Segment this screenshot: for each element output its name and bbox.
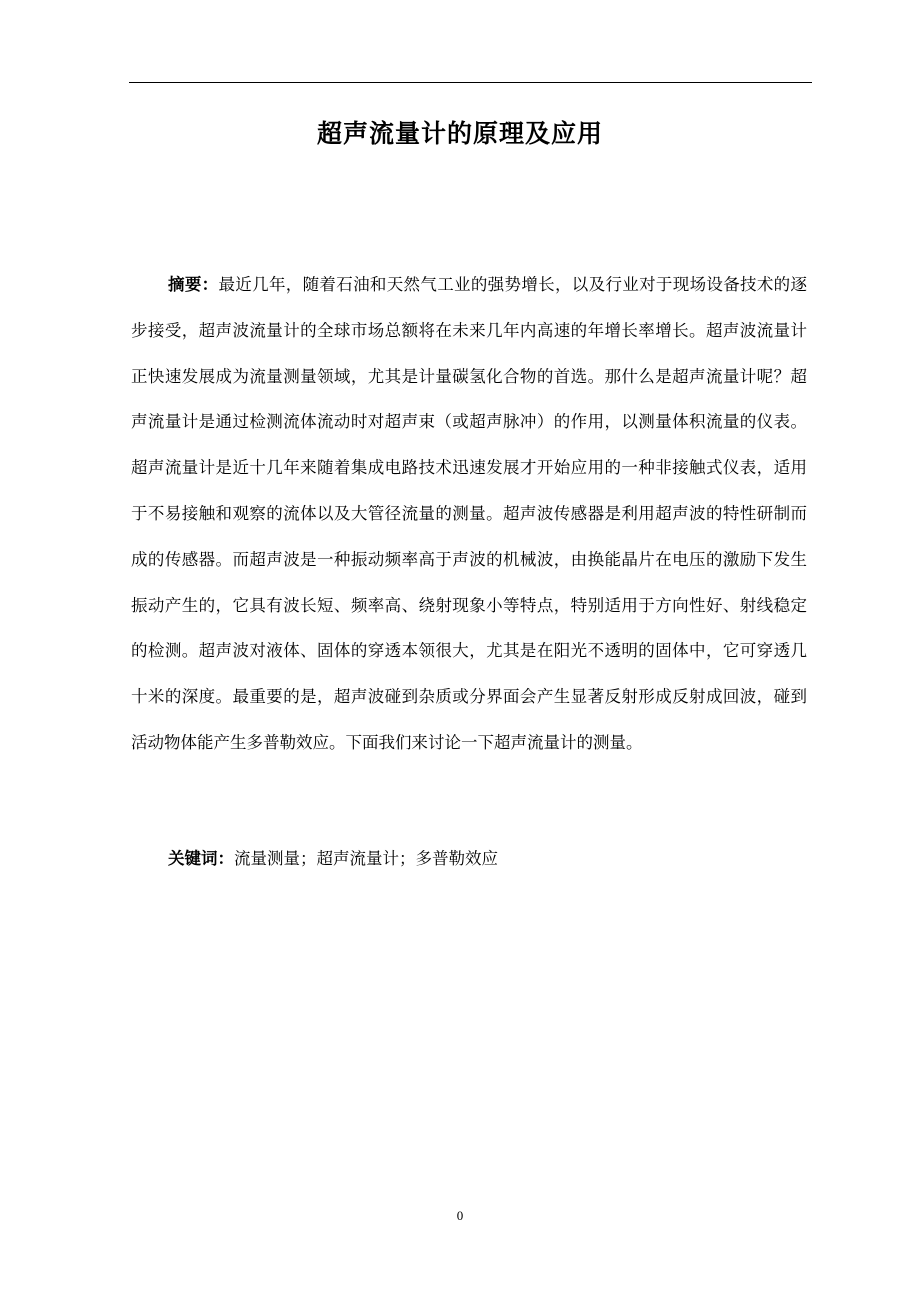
keywords-line (168, 836, 498, 881)
header-rule (129, 82, 812, 83)
keywords-text: 流量测量；超声流量计；多普勒效应 (234, 849, 498, 868)
abstract-text: 最近几年，随着石油和天然气工业的强势增长，以及行业对于现场设备技术的逐步接受，超声波流量计的全球市场总额将在未来几年内高速的年增长率增长。超声波流量计正快速发展成为流量测量领域，尤其是计量碳氢化合物的首选。那什么是超声流量计呢？超声流量计是通过检测流体流动时对超声束（或超声脉冲）的作用，以测量体积流量的仪表。超声流量计是近十几年来随着集成电路技术迅速发展才开始应用的一种非接触式仪表，适用于不易接触和观察的流体以及大管径流量的测量。超声波传感器是利用超声波的特性研制而成的传感器。而超声波是一种振动频率高于声波的机械波，由换能晶片在电压的激励下发生振动产生的，它具有波长短、频率高、绕射现象小等特点，特别适用于方向性好、射线稳定的检测。超声波对液体、固体的穿透本领很大，尤其是在阳光不透明的固体中，它可穿透几十米的深度。最重要的是，超声波碰到杂质或分界面会产生显著反射形成反射成回波，碰到活动物体能产生多普勒效应。下面我们来讨论一下超声流量计的测量。 (131, 275, 808, 752)
abstract-paragraph (131, 262, 807, 766)
abstract-label: 摘要： (168, 275, 219, 294)
paper-title: 超声流量计的原理及应用 (316, 119, 603, 148)
keywords-label: 关键词： (168, 849, 234, 868)
page-number: 0 (456, 1208, 464, 1223)
